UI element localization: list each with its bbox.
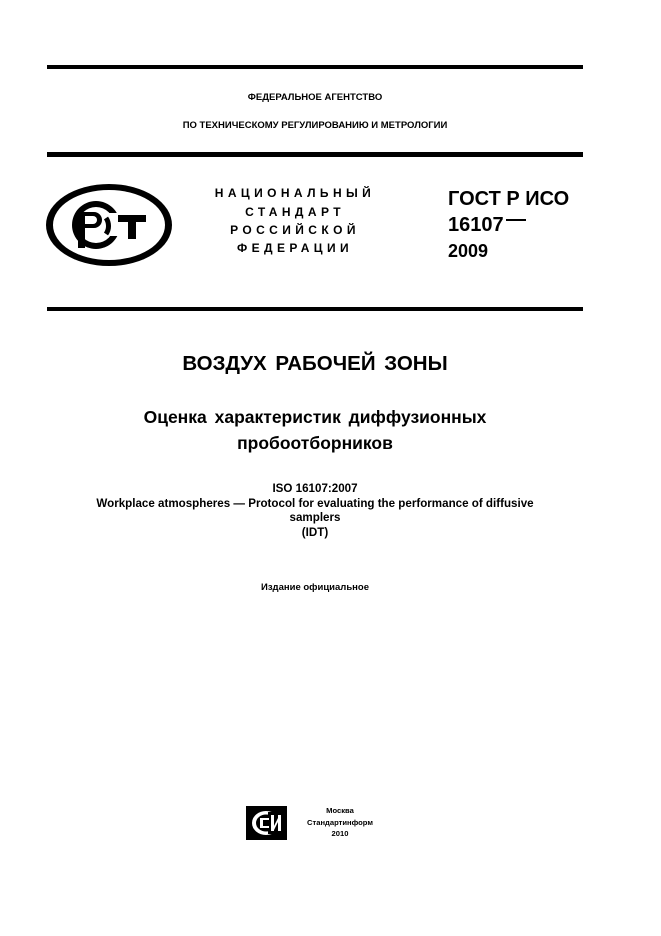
- agency-name-line2: ПО ТЕХНИЧЕСКОМУ РЕГУЛИРОВАНИЮ И МЕТРОЛОГИИ: [182, 120, 448, 131]
- standard-type-line1: НАЦИОНАЛЬНЫЙ: [214, 186, 376, 200]
- publisher-year: 2010: [331, 829, 349, 838]
- standard-year: 2009: [448, 241, 489, 261]
- document-subtitle: [60, 404, 570, 456]
- iso-idt: (IDT): [301, 525, 329, 539]
- iso-reference: [47, 482, 583, 540]
- designation-dash: [506, 219, 526, 221]
- edition-note: Издание официальное: [261, 582, 369, 593]
- iso-title-line2: samplers: [289, 511, 341, 525]
- publisher-name: Стандартинформ: [307, 817, 373, 827]
- standartinform-logo: [246, 806, 287, 840]
- subtitle-line2: пробоотборников: [237, 433, 393, 453]
- subtitle-line1: Оценка характеристик диффузионных: [143, 407, 487, 427]
- standard-number: 16107: [448, 214, 504, 236]
- iso-title-line1: Workplace atmospheres — Protocol for evaluating the performance of diffusive: [96, 496, 534, 510]
- header-bottom-rule: [47, 152, 583, 157]
- document-title: ВОЗДУХ РАБОЧЕЙ ЗОНЫ: [182, 352, 448, 375]
- agency-name-line1: ФЕДЕРАЛЬНОЕ АГЕНТСТВО: [247, 92, 383, 103]
- standard-type-line2: СТАНДАРТ: [245, 205, 345, 219]
- publisher-city: Москва: [326, 806, 354, 815]
- standard-designation-line2: [448, 213, 526, 237]
- standard-designation-line1: ГОСТ Р ИСО: [448, 188, 570, 210]
- publisher-info: [295, 805, 385, 840]
- standard-type-line4: ФЕДЕРАЦИИ: [236, 241, 354, 255]
- header-section-bottom-rule: [47, 307, 583, 311]
- iso-code: ISO 16107:2007: [272, 482, 358, 495]
- top-rule: [47, 65, 583, 69]
- standard-type-line3: РОССИЙСКОЙ: [230, 223, 360, 237]
- gost-r-logo: [44, 182, 174, 268]
